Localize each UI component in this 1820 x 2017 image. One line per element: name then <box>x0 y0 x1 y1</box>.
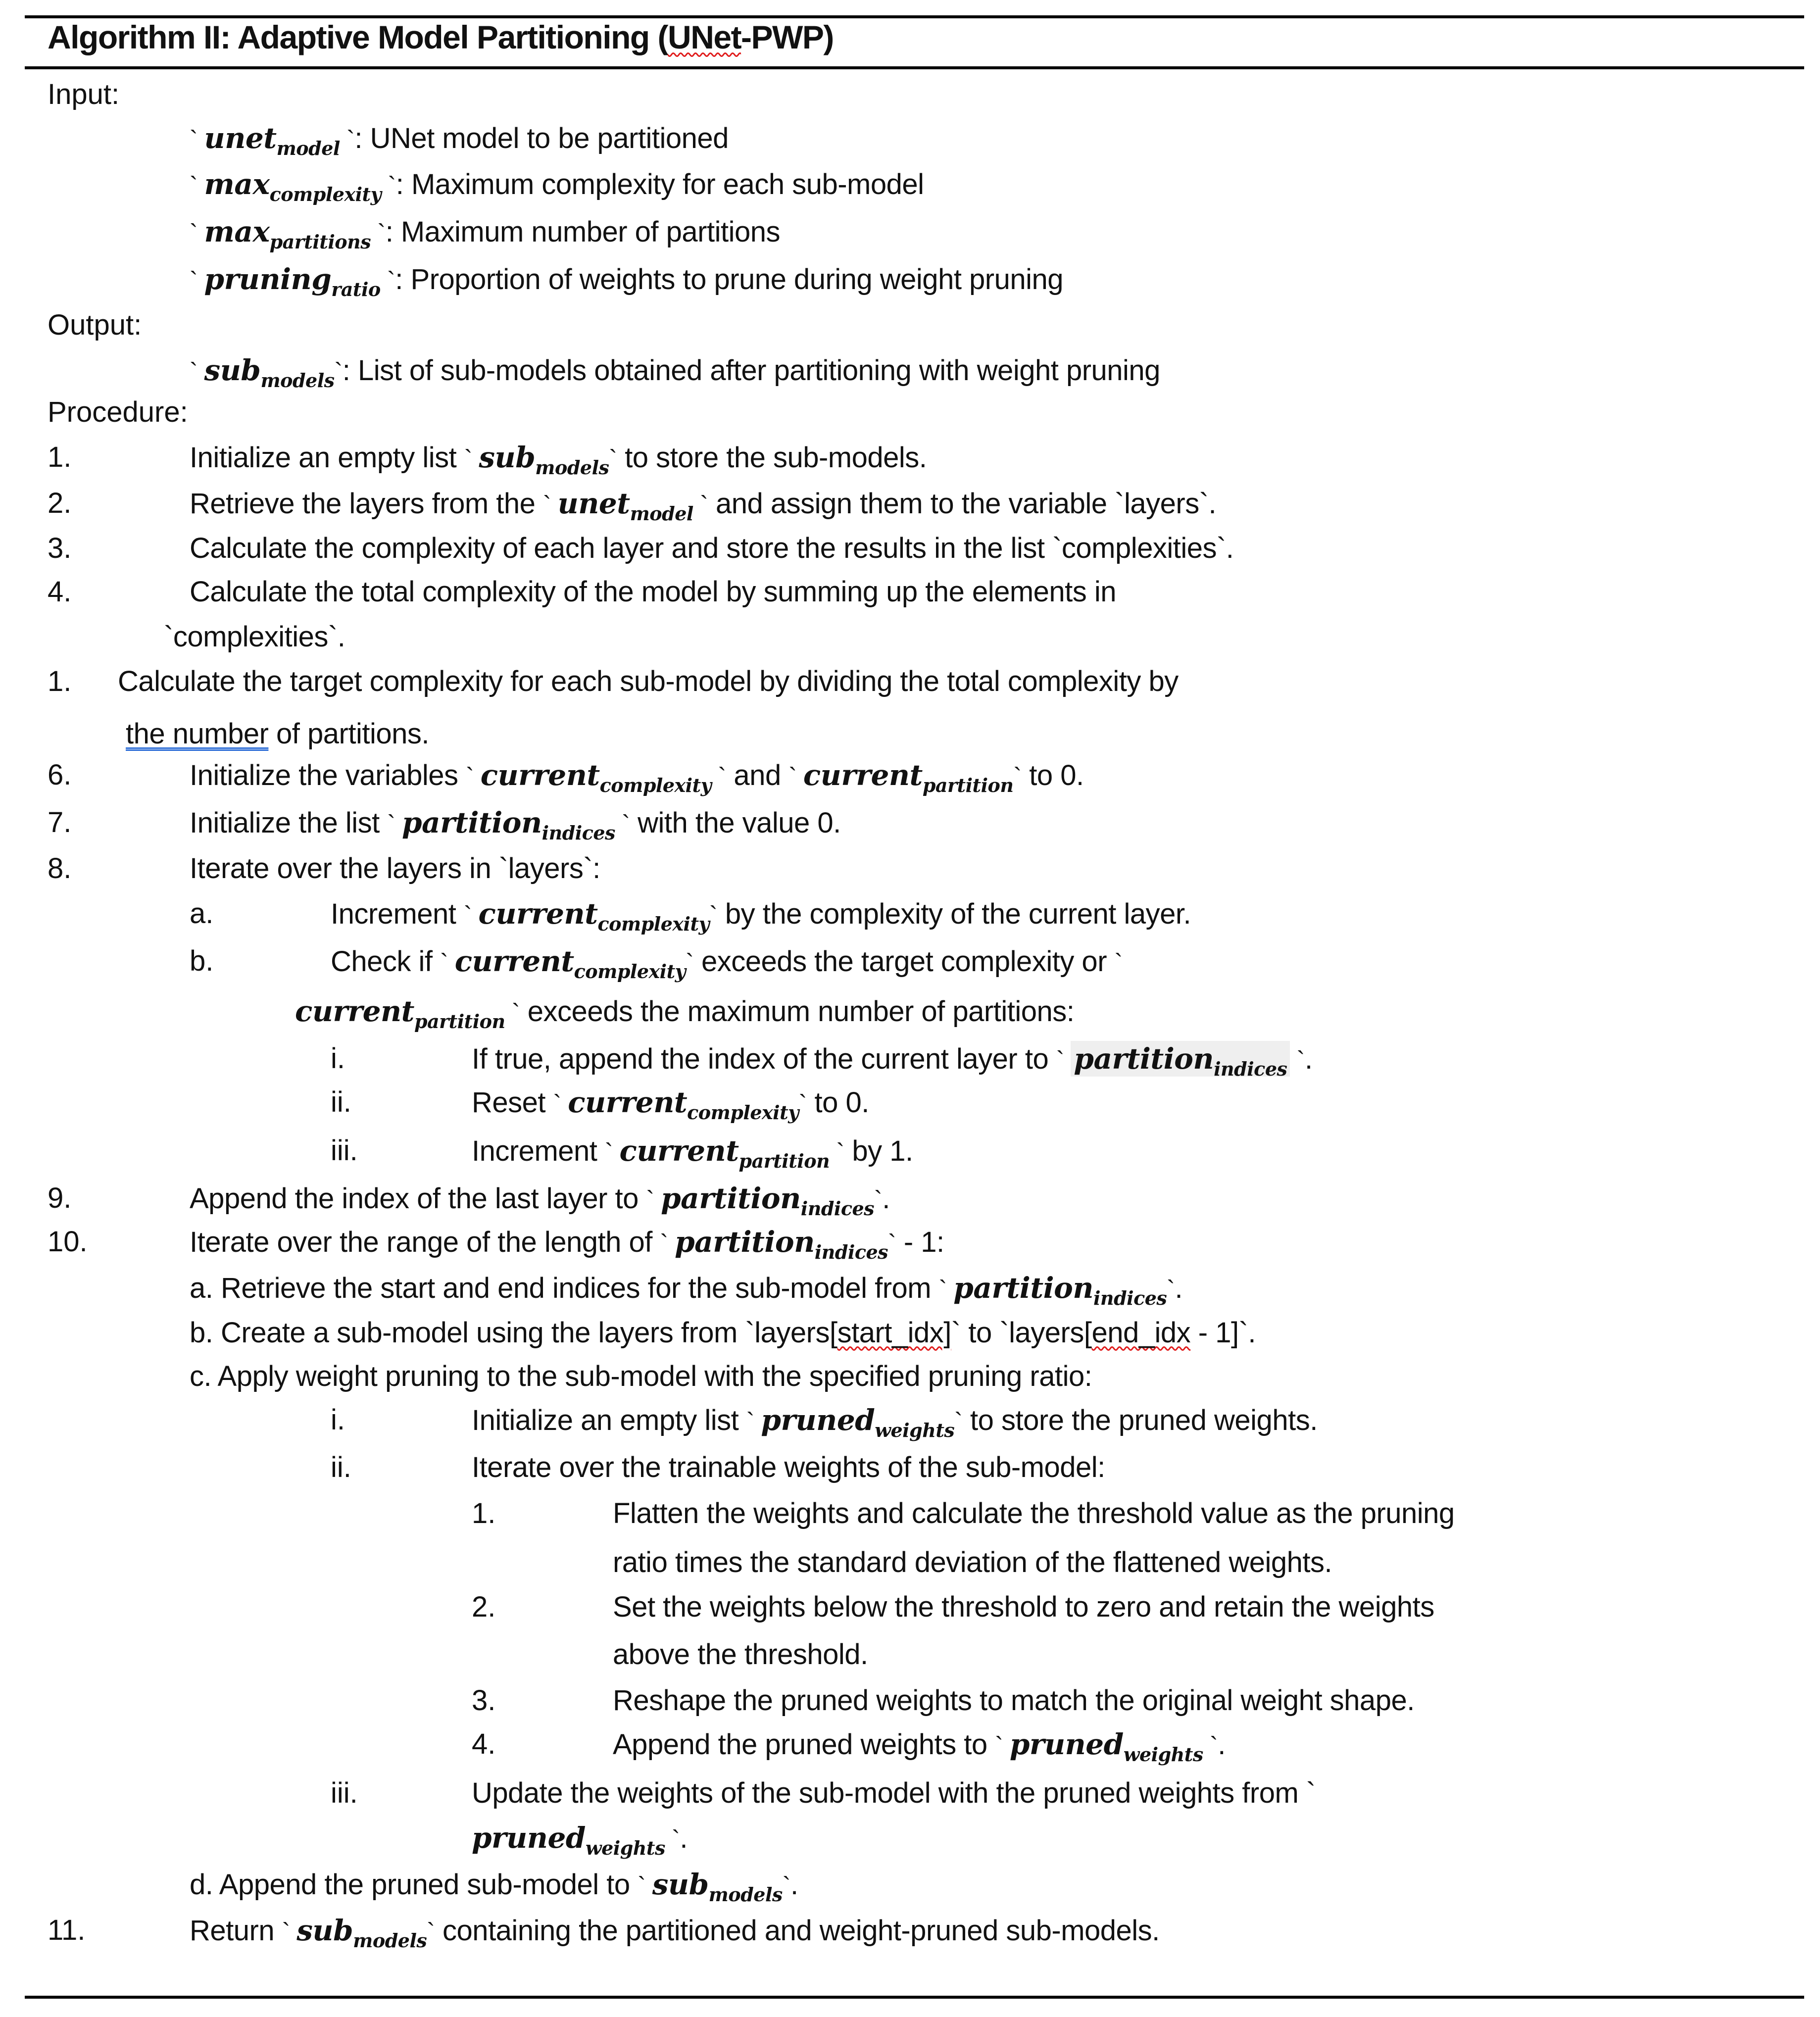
step-text: Iterate over the layers in `layers`: <box>190 852 600 885</box>
var-subscript: models <box>535 456 609 479</box>
var-name: pruned <box>761 1403 875 1437</box>
var-subscript: indices <box>541 822 615 844</box>
step-text-continuation <box>126 720 429 748</box>
input-item: ` $\max_{partitions}$ `: Maximum number of partitions <box>190 215 780 253</box>
input-item: ` $\max_{complexity}$ `: Maximum complexity for each sub-model <box>190 167 924 205</box>
highlighted-variable <box>1071 1041 1290 1080</box>
var-name: unet <box>204 121 277 155</box>
substep: d. Append the pruned sub-model to ` sub$_{models}$`. <box>190 1868 798 1906</box>
substep-letter: a. <box>190 1272 213 1304</box>
roman-step-text: Initialize an empty list ` pruned$_{weights}$` to store the pruned weights. <box>472 1403 1318 1441</box>
input-heading: Input: <box>48 78 120 110</box>
text: Retrieve the layers from the <box>190 488 543 520</box>
roman-step-text: Reset ` current$_{complexity}$` to 0. <box>472 1085 869 1124</box>
text: by the complexity of the current layer. <box>717 898 1191 930</box>
nested-step-text: Flatten the weights and calculate the threshold value as the pruning <box>613 1497 1455 1529</box>
roman-step-continuation: pruned$_{weights}$ `. <box>472 1821 688 1859</box>
var-name: current <box>619 1134 739 1168</box>
text: Retrieve the start and end indices for the sub-model from <box>221 1272 939 1304</box>
step-number: 1. <box>48 441 72 473</box>
text: with the value 0. <box>630 807 841 839</box>
text: . <box>1175 1272 1183 1304</box>
text: Initialize an empty list <box>190 442 464 474</box>
input-desc: : Maximum complexity for each sub-model <box>395 168 924 200</box>
var-subscript: models <box>260 369 335 392</box>
step-number: 7. <box>48 806 72 838</box>
roman-numeral: i. <box>331 1404 345 1436</box>
step-number: 2. <box>48 487 72 519</box>
var-subscript: partition <box>922 774 1014 796</box>
var-subscript: weights <box>585 1837 665 1859</box>
substep-text-continuation: current$_{partition}$ ` exceeds the maximum number of partitions: <box>295 994 1075 1033</box>
nested-number: 1. <box>472 1497 496 1529</box>
step-number: 8. <box>48 852 72 885</box>
var-name: current <box>295 994 414 1028</box>
text: Create a sub-model using the layers from `layers[ <box>221 1317 837 1349</box>
text: Append the index of the last layer to <box>190 1182 646 1215</box>
var-subscript: models <box>353 1929 427 1952</box>
var-name: partition <box>953 1271 1093 1305</box>
input-item: ` pruning$_{ratio}$ `: Proportion of weights to prune during weight pruning <box>190 262 1064 300</box>
input-desc: : Proportion of weights to prune during weight pruning <box>395 263 1064 295</box>
var-subscript: complexity <box>597 913 710 935</box>
step-number: 6. <box>48 759 72 791</box>
roman-numeral: i. <box>331 1042 345 1075</box>
step-text: Initialize the list ` partition$_{indices}$ ` with the value 0. <box>190 806 841 844</box>
title-prefix: Algorithm II: Adaptive Model Partitioning ( <box>48 19 668 55</box>
var-name: max <box>204 215 270 248</box>
text: to 0. <box>806 1086 869 1119</box>
top-rule <box>25 15 1804 18</box>
roman-numeral: ii. <box>331 1086 351 1118</box>
spellcheck-flagged-word: end_idx <box>1091 1317 1191 1349</box>
var-name: partition <box>675 1225 815 1259</box>
roman-step-text: Update the weights of the sub-model with the pruned weights from ` <box>472 1777 1316 1809</box>
text: to store the sub-models. <box>617 442 927 474</box>
roman-step-text: Increment ` current$_{partition}$ ` by 1. <box>472 1134 913 1172</box>
roman-step-text: Iterate over the trainable weights of the sub-model: <box>472 1451 1105 1483</box>
text: by 1. <box>844 1135 913 1167</box>
step-number: 4. <box>48 576 72 608</box>
nested-step-text: Append the pruned weights to ` pruned$_{weights}$ `. <box>613 1727 1226 1766</box>
text: and <box>726 759 789 791</box>
step-text: Iterate over the range of the length of ` partition$_{indices}$` - 1: <box>190 1225 944 1263</box>
step-text: Calculate the target complexity for each sub-model by dividing the total complexity by <box>118 665 1179 697</box>
substep-letter: c. <box>190 1360 212 1392</box>
var-name: sub <box>652 1868 709 1901</box>
text: . <box>882 1182 890 1215</box>
output-heading: Output: <box>48 309 142 341</box>
text: . <box>790 1869 798 1901</box>
text: ` to `layers[ <box>951 1317 1092 1349</box>
var-name: current <box>478 897 598 931</box>
var-subscript: indices <box>800 1197 875 1220</box>
bottom-rule <box>25 1996 1804 1999</box>
text: Iterate over the range of the length of <box>190 1226 660 1258</box>
var-name: unet <box>557 487 630 520</box>
roman-numeral: iii. <box>331 1777 358 1809</box>
grammar-flagged-phrase: the number <box>126 718 269 750</box>
nested-number: 4. <box>472 1728 496 1760</box>
text: to 0. <box>1021 759 1084 791</box>
substep-text: Check if ` current$_{complexity}$` exceeds the target complexity or ` <box>331 944 1123 983</box>
text: - 1]`. <box>1190 1317 1256 1349</box>
text: Initialize the list <box>190 807 388 839</box>
text: Append the pruned sub-model to <box>219 1869 638 1901</box>
var-subscript: weights <box>875 1419 955 1441</box>
nested-step-text: Reshape the pruned weights to match the original weight shape. <box>613 1684 1415 1717</box>
text: . <box>680 1822 688 1854</box>
var-subscript: complexity <box>687 1101 799 1124</box>
var-subscript: complexity <box>269 183 382 205</box>
var-subscript: models <box>708 1883 783 1906</box>
var-name: sub <box>296 1914 353 1947</box>
substep-text: Increment ` current$_{complexity}$` by the complexity of the current layer. <box>331 897 1191 935</box>
roman-numeral: iii. <box>331 1134 358 1167</box>
step-number: 10. <box>48 1226 88 1258</box>
var-subscript: partition <box>414 1010 505 1033</box>
text: . <box>1304 1043 1313 1075</box>
text: and assign them to the variable `layers`. <box>708 488 1217 520</box>
text: exceeds the maximum number of partitions: <box>520 995 1075 1028</box>
step-text: Append the index of the last layer to ` partition$_{indices}$`. <box>190 1181 890 1220</box>
step-text: Calculate the total complexity of the model by summing up the elements in <box>190 576 1117 608</box>
step-text: Retrieve the layers from the ` unet$_{model}$ ` and assign them to the variable `layers`. <box>190 487 1217 525</box>
var-name: current <box>480 758 600 792</box>
spellcheck-flagged-word: start_idx] <box>837 1317 951 1349</box>
substep <box>190 1319 1256 1347</box>
text: Return <box>190 1915 282 1947</box>
text: Increment <box>331 898 464 930</box>
input-desc: : UNet model to be partitioned <box>354 122 729 154</box>
text: - 1: <box>896 1226 944 1258</box>
text: to store the pruned weights. <box>962 1404 1318 1436</box>
nested-number: 2. <box>472 1591 496 1623</box>
text: Append the pruned weights to <box>613 1728 995 1761</box>
var-subscript: partition <box>738 1150 830 1172</box>
substep-letter: a. <box>190 897 214 930</box>
step-number: 11. <box>48 1914 86 1946</box>
var-subscript: partitions <box>269 231 371 253</box>
var-subscript: model <box>276 137 340 159</box>
algorithm-title <box>48 21 834 53</box>
var-subscript: complexity <box>574 960 686 983</box>
var-subscript: indices <box>1214 1058 1287 1080</box>
title-suffix: -PWP) <box>741 19 834 55</box>
title-rule <box>25 66 1804 69</box>
var-name: sub <box>479 441 536 474</box>
roman-step-text: If true, append the index of the current layer to ` partition$_{indices}$ `. <box>472 1042 1313 1080</box>
var-name: partition <box>1074 1042 1214 1076</box>
var-name: max <box>204 167 270 201</box>
text: exceeds the target complexity or <box>693 945 1115 978</box>
var-subscript: model <box>630 502 693 525</box>
step-text: Initialize an empty list ` sub$_{models}$` to store the sub-models. <box>190 441 927 479</box>
text: Apply weight pruning to the sub-model with the specified pruning ratio: <box>217 1360 1092 1392</box>
roman-numeral: ii. <box>331 1451 351 1483</box>
output-desc: : List of sub-models obtained after partitioning with weight pruning <box>342 354 1160 387</box>
nested-step-continuation: above the threshold. <box>613 1638 868 1671</box>
nested-number: 3. <box>472 1684 496 1717</box>
step-number: 9. <box>48 1182 72 1214</box>
nested-step-text: Set the weights below the threshold to zero and retain the weights <box>613 1591 1434 1623</box>
substep-letter: d. <box>190 1869 213 1901</box>
var-name: partition <box>661 1181 801 1215</box>
step-number: 1. <box>48 665 72 697</box>
output-item: ` sub$_{models}$`: List of sub-models obtained after partitioning with weight pruning <box>190 353 1160 392</box>
substep-letter: b. <box>190 945 214 977</box>
input-desc: : Maximum number of partitions <box>385 216 780 248</box>
text: Check if <box>331 945 441 978</box>
text: Reset <box>472 1086 553 1119</box>
var-name: current <box>568 1085 688 1119</box>
text: . <box>1218 1728 1226 1761</box>
step-text: Initialize the variables ` current$_{complexity}$ ` and ` current$_{partition}$` to 0. <box>190 758 1084 796</box>
var-name: current <box>454 944 574 978</box>
step-text: Calculate the complexity of each layer and store the results in the list `complexities`. <box>190 532 1234 564</box>
step-text: Return ` sub$_{models}$` containing the partitioned and weight-pruned sub-models. <box>190 1914 1160 1952</box>
var-name: pruned <box>472 1821 586 1855</box>
nested-step-continuation: ratio times the standard deviation of the flattened weights. <box>613 1546 1332 1578</box>
substep <box>190 1362 1092 1391</box>
var-name: sub <box>204 353 261 387</box>
input-item: ` unet$_{model}$ `: UNet model to be partitioned <box>190 121 729 159</box>
var-subscript: indices <box>814 1241 888 1263</box>
step-number: 3. <box>48 532 72 564</box>
substep-letter: b. <box>190 1317 213 1349</box>
step-text-continuation: `complexities`. <box>164 621 345 653</box>
text: Initialize an empty list <box>472 1404 746 1436</box>
text: Initialize the variables <box>190 759 466 791</box>
var-name: pruning <box>204 262 332 296</box>
var-name: partition <box>401 806 542 839</box>
var-subscript: weights <box>1123 1743 1203 1766</box>
substep: a. Retrieve the start and end indices for the sub-model from ` partition$_{indices}$`. <box>190 1271 1183 1309</box>
text: Increment <box>472 1135 605 1167</box>
text: If true, append the index of the current layer to <box>472 1043 1056 1075</box>
var-subscript: complexity <box>599 774 712 796</box>
var-name: current <box>803 758 923 792</box>
var-name: pruned <box>1009 1727 1124 1761</box>
procedure-heading: Procedure: <box>48 396 188 428</box>
var-subscript: indices <box>1093 1287 1167 1309</box>
text: containing the partitioned and weight-pruned sub-models. <box>435 1915 1160 1947</box>
spellcheck-flagged-word: UNet <box>668 19 741 55</box>
text: of partitions. <box>268 718 429 750</box>
var-subscript: ratio <box>331 278 381 300</box>
